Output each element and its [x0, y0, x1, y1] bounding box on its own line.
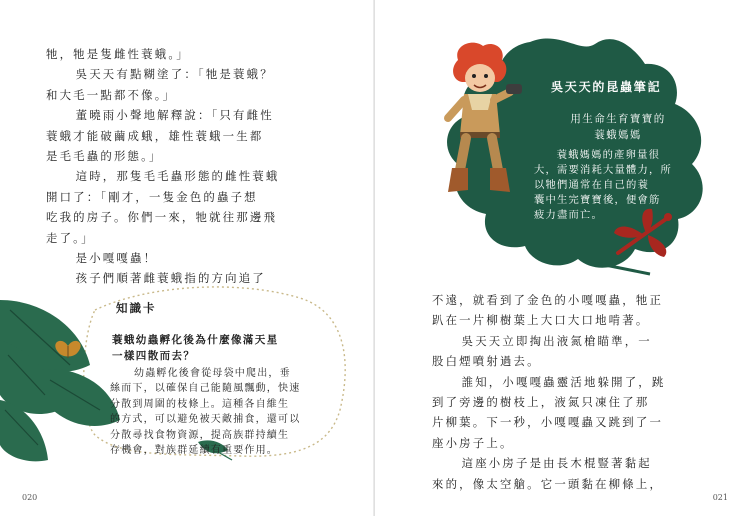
story-line: 吳天天有點糊塗了：「牠是蓑蛾？ — [75, 67, 274, 82]
story-line: 孩子們順著雌蓑蛾指的方向追了 — [75, 271, 266, 286]
question-line: 一樣四散而去？ — [112, 350, 196, 362]
story-line: 不遠，就看到了金色的小嘎嘎蟲，牠正 — [432, 293, 664, 307]
knowledge-card-body — [110, 366, 336, 458]
notes-body-line: 以牠們通常在自己的蓑 — [534, 179, 649, 191]
story-line: 來的，像太空艙。它一頭黏在柳條上， — [432, 476, 664, 491]
card-body-line: 的方式，可以避免被天敵捕食，還可以 — [110, 414, 301, 426]
card-body-line: 分散尋找食物資源，提高族群持續生 — [110, 429, 290, 441]
question-line: 蓑蛾幼蟲孵化後為什麼像滿天星 — [112, 334, 279, 346]
notes-subtitle — [548, 112, 688, 143]
boy-character-illustration — [428, 40, 528, 200]
card-body-line: 幼蟲孵化後會從母袋中爬出，垂 — [134, 368, 291, 379]
story-line: 蓑蛾才能破繭成蛾，雄性蓑蛾一生都 — [46, 128, 264, 143]
story-line: 趴在一片柳樹葉上大口大口地啃著。 — [432, 313, 650, 328]
leaf-cluster-icon — [0, 300, 120, 461]
notes-body-line: 囊中生完寶寶後，便會筋 — [534, 194, 661, 206]
story-line: 這座小房子是由長木棍豎著黏起 — [461, 456, 652, 471]
story-line: 走了。」 — [46, 230, 95, 245]
notes-subtitle-line: 用生命生育寶寶的 — [570, 113, 666, 125]
story-text-left — [46, 44, 336, 289]
knowledge-card-title: 知識卡 — [116, 301, 157, 315]
story-line: 誰知，小嘎嘎蟲靈活地躲開了，跳 — [461, 374, 666, 389]
story-line: 是小嘎嘎蟲！ — [75, 251, 158, 266]
story-line: 董曉雨小聲地解釋說：「只有雌性 — [75, 108, 274, 123]
story-line: 片柳葉。下一秒，小嘎嘎蟲又跳到了一 — [432, 415, 664, 430]
story-line: 吃我的房子。你們一來，牠就往那邊飛 — [46, 210, 278, 225]
page-number-right: 021 — [712, 493, 728, 502]
story-text-right — [432, 290, 717, 494]
card-body-line: 絲而下，以確保自己能隨風飄動，快速 — [110, 383, 301, 395]
page-number-left: 020 — [22, 493, 38, 502]
knowledge-card-question — [112, 332, 330, 364]
story-line: 到了旁邊的樹枝上，液氮只凍住了那 — [432, 395, 650, 410]
dragonfly-icon — [608, 205, 678, 265]
story-line: 吳天天立即掏出液氮槍瞄準，一 — [461, 333, 652, 348]
story-line: 是毛毛蟲的形態。」 — [46, 149, 163, 164]
card-body-line: 分散到周圍的枝條上。這種各自維生 — [110, 398, 290, 410]
story-line: 座小房子上。 — [432, 435, 514, 450]
notes-title: 吳天天的昆蟲筆記 — [551, 80, 662, 94]
story-line: 和大毛一點都不像。」 — [46, 87, 177, 102]
card-body-line: 存機會，對族群延續有重要作用。 — [110, 445, 278, 457]
notes-body-line: 蓑蛾媽媽的產卵量很 — [556, 149, 661, 161]
notes-body-line: 大，需要消耗大量體力，所 — [534, 164, 672, 176]
story-line: 開口了：「剛才，一隻金色的蟲子想 — [46, 189, 258, 204]
story-line: 牠，牠是隻雌性蓑蛾。」 — [46, 47, 190, 61]
notes-subtitle-line: 蓑蛾媽媽 — [594, 128, 642, 141]
notes-body-line: 疲力盡而亡。 — [534, 209, 603, 221]
story-line: 這時，那隻毛毛蟲形態的雌性蓑蛾 — [75, 169, 280, 184]
story-line: 股白煙噴射過去。 — [432, 354, 541, 369]
